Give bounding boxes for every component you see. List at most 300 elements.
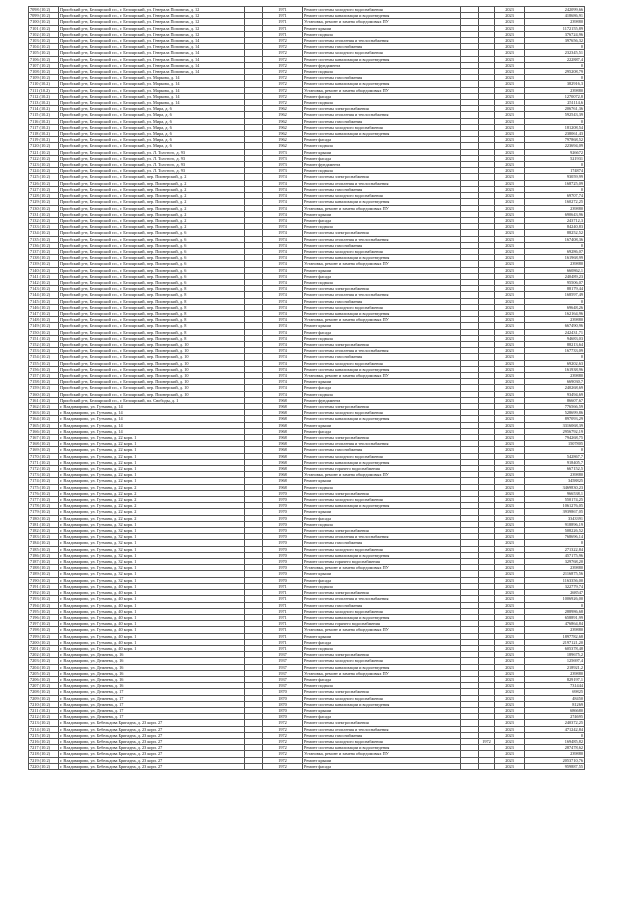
- row-id-cell: 7190 (10.2): [29, 577, 59, 583]
- work-type-cell: Ремонт подвала: [303, 583, 461, 589]
- cost-cell: 0: [525, 75, 585, 81]
- cost-cell: 471242,84: [525, 726, 585, 732]
- address-cell: г. Владимирово, ул. Бебельдова Бригадна, д. 23 корп. 27: [59, 745, 245, 751]
- address-cell: Приобский р-н, Белоярский г.п., г. Белоярский, пер. Пионерский, д. 8: [59, 329, 245, 335]
- plan-year-cell: 2023: [495, 565, 525, 571]
- cost-cell: 2956792,19: [525, 428, 585, 434]
- row-id-cell: 7180 (10.2): [29, 515, 59, 521]
- plan-year-cell: 2023: [495, 745, 525, 751]
- work-type-cell: Ремонт фундамента: [303, 162, 461, 168]
- cost-cell: 731444: [525, 683, 585, 689]
- cost-cell: 376724,96: [525, 31, 585, 37]
- row-id-cell: 7192 (10.2): [29, 590, 59, 596]
- row-id-cell: 7144 (10.2): [29, 292, 59, 298]
- row-id-cell: 7185 (10.2): [29, 546, 59, 552]
- build-year-cell: 1972: [263, 732, 303, 738]
- work-type-cell: Ремонт фасада: [303, 155, 461, 161]
- work-type-cell: Ремонт системы электроснабжения: [303, 404, 461, 410]
- row-id-cell: 7150 (10.2): [29, 329, 59, 335]
- build-year-cell: 1968: [263, 453, 303, 459]
- build-year-cell: 1962: [263, 106, 303, 112]
- work-type-cell: Ремонт системы электроснабжения: [303, 286, 461, 292]
- plan-year-cell: 2023: [495, 348, 525, 354]
- build-year-cell: 1968: [263, 404, 303, 410]
- work-type-cell: Ремонт системы холодного водоснабжения: [303, 304, 461, 310]
- address-cell: г. Владимирово, ул. Гутмана, д. 22 корп. 1: [59, 441, 245, 447]
- row-id-cell: 7153 (10.2): [29, 348, 59, 354]
- build-year-cell: 1974: [263, 341, 303, 347]
- row-id-cell: 7111 (10.2): [29, 87, 59, 93]
- plan-year-cell: 2023: [495, 224, 525, 230]
- address-cell: Приобский р-н, Белоярский г.п., г. Белоярский, ул. Генерала Поповича, д. 12: [59, 13, 245, 19]
- row-id-cell: 7141 (10.2): [29, 273, 59, 279]
- address-cell: Приобский р-н, Белоярский г.п., г. Белоярский, пер. Пионерский, д. 2: [59, 211, 245, 217]
- cost-cell: 0: [525, 44, 585, 50]
- row-id-cell: 7100 (10.2): [29, 19, 59, 25]
- work-type-cell: Ремонт системы холодного водоснабжения: [303, 546, 461, 552]
- build-year-cell: 1970: [263, 497, 303, 503]
- address-cell: Приобский р-н, Белоярский г.п., г. Белоярский, ул. Маркова, д. 14: [59, 93, 245, 99]
- work-type-cell: Установка, ремонт и замена общедомовых ПУ: [303, 751, 461, 757]
- cost-cell: 167408,36: [525, 236, 585, 242]
- work-type-cell: Ремонт подвала: [303, 69, 461, 75]
- plan-year-cell: 2023: [495, 168, 525, 174]
- build-year-cell: 1962: [263, 131, 303, 137]
- work-type-cell: Ремонт системы газоснабжения: [303, 44, 461, 50]
- cost-cell: 222887,4: [525, 56, 585, 62]
- plan-year-cell: 2023: [495, 726, 525, 732]
- plan-year-cell: 2023: [495, 664, 525, 670]
- build-year-cell: 1974: [263, 317, 303, 323]
- build-year-cell: 1972: [263, 75, 303, 81]
- address-cell: г. Владимирово, ул. Гутмана, д. 40 корп. 1: [59, 621, 245, 627]
- cost-cell: 239880: [525, 205, 585, 211]
- build-year-cell: 1962: [263, 112, 303, 118]
- row-id-cell: 7119 (10.2): [29, 137, 59, 143]
- address-cell: Приобский р-н, Белоярский г.п., г. Белоярский, пер. Пионерский, д. 10: [59, 348, 245, 354]
- address-cell: Приобский р-н, Белоярский г.п., г. Белоярский, ул. Л. Толстого, д. 93: [59, 168, 245, 174]
- row-id-cell: 7128 (10.2): [29, 193, 59, 199]
- address-cell: г. Владимирово, ул. Дежнева, д. 17: [59, 695, 245, 701]
- cost-cell: 966538,1: [525, 490, 585, 496]
- row-id-cell: 7208 (10.2): [29, 689, 59, 695]
- row-id-cell: 7145 (10.2): [29, 298, 59, 304]
- build-year-cell: 1962: [263, 118, 303, 124]
- address-cell: Приобский р-н, Белоярский г.п., г. Белоярский, пер. Пионерский, д. 2: [59, 199, 245, 205]
- work-type-cell: Ремонт системы газоснабжения: [303, 354, 461, 360]
- address-cell: г. Владимирово, ул. Бебельдова Бригадна, д. 23 корп. 27: [59, 751, 245, 757]
- work-type-cell: Ремонт системы горячего водоснабжения: [303, 559, 461, 565]
- work-type-cell: Ремонт крыши: [303, 707, 461, 713]
- row-id-cell: 7198 (10.2): [29, 627, 59, 633]
- work-type-cell: Ремонт фасада: [303, 763, 461, 769]
- plan-year-cell: 2023: [495, 230, 525, 236]
- build-year-cell: 1970: [263, 546, 303, 552]
- cost-cell: 660862,1: [525, 267, 585, 273]
- cost-cell: 271322,84: [525, 546, 585, 552]
- row-id-cell: 7106 (10.2): [29, 56, 59, 62]
- address-cell: Приобский р-н, Белоярский г.п., г. Белоярский, пер. Пионерский, д. 10: [59, 341, 245, 347]
- build-year-cell: 1972: [263, 93, 303, 99]
- work-type-cell: Ремонт фасада: [303, 217, 461, 223]
- work-type-cell: Ремонт подвала: [303, 279, 461, 285]
- cost-cell: 240372,25: [525, 720, 585, 726]
- build-year-cell: 1970: [263, 503, 303, 509]
- plan-year-cell: 2023: [495, 341, 525, 347]
- row-id-cell: 7154 (10.2): [29, 354, 59, 360]
- build-year-cell: 1968: [263, 441, 303, 447]
- work-type-cell: Ремонт системы канализации и водоотведения: [303, 552, 461, 558]
- row-id-cell: 7206 (10.2): [29, 676, 59, 682]
- row-id-cell: 7148 (10.2): [29, 317, 59, 323]
- build-year-cell: 1974: [263, 211, 303, 217]
- plan-year-cell: 2023: [495, 540, 525, 546]
- build-year-cell: 1971: [263, 25, 303, 31]
- work-type-cell: Ремонт системы газоснабжения: [303, 75, 461, 81]
- cost-cell: 223694,09: [525, 143, 585, 149]
- work-type-cell: Ремонт системы электроснабжения: [303, 652, 461, 658]
- row-id-cell: 7191 (10.2): [29, 583, 59, 589]
- address-cell: г. Владимирово, ул. Гутмана, д. 22 корп. 1: [59, 435, 245, 441]
- work-type-cell: Ремонт системы электроснабжения: [303, 435, 461, 441]
- row-id-cell: 7178 (10.2): [29, 503, 59, 509]
- row-id-cell: 7171 (10.2): [29, 459, 59, 465]
- plan-year-cell: 2023: [495, 236, 525, 242]
- plan-year-cell: 2023: [495, 428, 525, 434]
- work-type-cell: Ремонт системы электроснабжения: [303, 341, 461, 347]
- work-type-cell: Ремонт системы канализации и водоотведения: [303, 459, 461, 465]
- row-id-cell: 7102 (10.2): [29, 31, 59, 37]
- plan-year-cell: 2023: [495, 118, 525, 124]
- address-cell: Приобский р-н, Белоярский г.п., г. Белоярский, ул. Генерала Поповича, д. 12: [59, 25, 245, 31]
- work-type-cell: Ремонт крыши: [303, 509, 461, 515]
- address-cell: Приобский р-н, Белоярский г.п., г. Белоярский, пер. Пионерский, д. 10: [59, 379, 245, 385]
- build-year-cell: 1974: [263, 193, 303, 199]
- work-type-cell: Ремонт фасада: [303, 93, 461, 99]
- address-cell: Приобский р-н, Белоярский г.п., г. Белоярский, пер. Пионерский, д. 6: [59, 236, 245, 242]
- row-id-cell: 7142 (10.2): [29, 279, 59, 285]
- row-id-cell: 7155 (10.2): [29, 360, 59, 366]
- address-cell: г. Владимирово, ул. Гутмана, д. 14: [59, 416, 245, 422]
- plan-year-cell: 2023: [495, 416, 525, 422]
- build-year-cell: 1970: [263, 577, 303, 583]
- plan-year-cell: 2023: [495, 205, 525, 211]
- build-year-cell: 1937: [263, 683, 303, 689]
- cost-cell: 239880: [525, 372, 585, 378]
- cost-cell: 550174,25: [525, 497, 585, 503]
- address-cell: Приобский р-н, Белоярский г.п., г. Белоярский, пер. Пионерский, д. 6: [59, 255, 245, 261]
- build-year-cell: 1968: [263, 478, 303, 484]
- cost-cell: 239880: [525, 317, 585, 323]
- build-year-cell: 1971: [263, 608, 303, 614]
- cost-cell: 926672: [525, 149, 585, 155]
- row-id-cell: 7157 (10.2): [29, 372, 59, 378]
- work-type-cell: Установка, ремонт и замена общедомовых ПУ: [303, 472, 461, 478]
- plan-year-cell: 2023: [495, 62, 525, 68]
- cost-cell: 288986,68: [525, 608, 585, 614]
- plan-year-cell: 2023: [495, 391, 525, 397]
- plan-year-cell: 2023: [495, 162, 525, 168]
- build-year-cell: 1974: [263, 335, 303, 341]
- address-cell: Приобский р-н, Белоярский г.п., г. Белоярский, пер. Пионерский, д. 6: [59, 267, 245, 273]
- row-id-cell: 7212 (10.2): [29, 714, 59, 720]
- build-year-cell: 1974: [263, 372, 303, 378]
- work-type-cell: Ремонт системы электроснабжения: [303, 590, 461, 596]
- cost-cell: 287478,62: [525, 745, 585, 751]
- plan-year-cell: 2023: [495, 521, 525, 527]
- row-id-cell: 7197 (10.2): [29, 621, 59, 627]
- work-type-cell: Ремонт системы холодного водоснабжения: [303, 695, 461, 701]
- build-year-cell: 1970: [263, 540, 303, 546]
- address-cell: г. Владимирово, ул. Гутмана, д. 32 корп. 1: [59, 546, 245, 552]
- plan-year-cell: 2023: [495, 267, 525, 273]
- row-id-cell: 7143 (10.2): [29, 286, 59, 292]
- plan-year-cell: 2023: [495, 676, 525, 682]
- cost-cell: 295208,79: [525, 69, 585, 75]
- row-id-cell: 7110 (10.2): [29, 81, 59, 87]
- cost-cell: 88213,64: [525, 341, 585, 347]
- cost-cell: 897093,29: [525, 416, 585, 422]
- work-type-cell: Ремонт фасада: [303, 273, 461, 279]
- address-cell: г. Владимирово, ул. Гутмана, д. 40 корп. 1: [59, 596, 245, 602]
- work-type-cell: Ремонт крыши: [303, 571, 461, 577]
- address-cell: Приобский р-н, Белоярский г.п., г. Белоярский, ул. Мира, д. 6: [59, 112, 245, 118]
- build-year-cell: 1972: [263, 62, 303, 68]
- plan-year-cell: 2023: [495, 248, 525, 254]
- work-type-cell: Ремонт крыши: [303, 633, 461, 639]
- plan-year-cell: 2023: [495, 534, 525, 540]
- work-type-cell: Ремонт системы газоснабжения: [303, 540, 461, 546]
- work-type-cell: Ремонт подвала: [303, 31, 461, 37]
- cost-cell: 3343391: [525, 515, 585, 521]
- work-type-cell: Ремонт фундамента: [303, 62, 461, 68]
- plan-year-cell: 2023: [495, 633, 525, 639]
- build-year-cell: 1972: [263, 738, 303, 744]
- plan-year-cell: 2023: [495, 478, 525, 484]
- address-cell: Приобский р-н, Белоярский г.п., г. Белоярский, ул. Л. Толстого, д. 93: [59, 149, 245, 155]
- plan-year-cell: 2023: [495, 379, 525, 385]
- row-id-cell: 7215 (10.2): [29, 732, 59, 738]
- work-type-cell: Ремонт фасада: [303, 639, 461, 645]
- address-cell: г. Владимирово, ул. Гутмана, д. 32 корп. 1: [59, 565, 245, 571]
- plan-year-cell: 2023: [495, 639, 525, 645]
- spacer-cell: [245, 763, 263, 769]
- cost-cell: 239880: [525, 627, 585, 633]
- row-id-cell: 7156 (10.2): [29, 366, 59, 372]
- address-cell: г. Владимирово, ул. Дежнева, д. 17: [59, 707, 245, 713]
- build-year-cell: 1968: [263, 466, 303, 472]
- row-id-cell: 7166 (10.2): [29, 428, 59, 434]
- build-year-cell: 1971: [263, 583, 303, 589]
- plan-year-cell: 2023: [495, 7, 525, 13]
- address-cell: г. Владимирово, ул. Гутмана, д. 40 корп. 1: [59, 590, 245, 596]
- build-year-cell: 1870: [263, 707, 303, 713]
- capital-repair-register-table: [28, 6, 585, 770]
- plan-year-cell: 2023: [495, 180, 525, 186]
- plan-year-cell: 2023: [495, 329, 525, 335]
- row-id-cell: 7169 (10.2): [29, 447, 59, 453]
- cost-cell: 3458825: [525, 478, 585, 484]
- work-type-cell: Установка, ремонт и замена общедомовых ПУ: [303, 317, 461, 323]
- plan-year-cell: 2023: [495, 286, 525, 292]
- row-id-cell: 7172 (10.2): [29, 466, 59, 472]
- address-cell: г. Владимирово, ул. Гутмана, д. 22 корп. 2: [59, 509, 245, 515]
- build-year-cell: 1972: [263, 87, 303, 93]
- address-cell: г. Владимирово, ул. Гутмана, д. 40 корп. 1: [59, 639, 245, 645]
- row-id-cell: 7136 (10.2): [29, 242, 59, 248]
- address-cell: Приобский р-н, Белоярский г.п., г. Белоярский, пер. Пионерский, д. 10: [59, 385, 245, 391]
- row-id-cell: 7124 (10.2): [29, 168, 59, 174]
- build-year-cell: 1974: [263, 366, 303, 372]
- work-type-cell: Ремонт крыши: [303, 149, 461, 155]
- plan-year-cell: 2023: [495, 689, 525, 695]
- work-type-cell: Ремонт системы холодного водоснабжения: [303, 193, 461, 199]
- work-type-cell: Ремонт системы канализации и водоотведения: [303, 255, 461, 261]
- address-cell: Приобский р-н, Белоярский г.п., г. Белоярский, ул. Маркова, д. 14: [59, 81, 245, 87]
- address-cell: г. Владимирово, ул. Гутмана, д. 40 корп. 1: [59, 602, 245, 608]
- row-id-cell: 7214 (10.2): [29, 726, 59, 732]
- address-cell: г. Владимирово, ул. Бебельдова Бригадна, д. 23 корп. 27: [59, 726, 245, 732]
- cost-cell: 69707,74: [525, 193, 585, 199]
- build-year-cell: 1974: [263, 323, 303, 329]
- plan-year-cell: 2023: [495, 497, 525, 503]
- cost-cell: 0: [525, 447, 585, 453]
- cost-cell: 528699,86: [525, 410, 585, 416]
- cost-cell: 81269: [525, 701, 585, 707]
- row-id-cell: 7217 (10.2): [29, 745, 59, 751]
- build-year-cell: 1972: [263, 757, 303, 763]
- cost-cell: 162164,96: [525, 310, 585, 316]
- row-id-cell: 7138 (10.2): [29, 255, 59, 261]
- plan-year-cell: 2023: [495, 738, 525, 744]
- plan-year-cell: 2023: [495, 354, 525, 360]
- row-id-cell: 7112 (10.2): [29, 93, 59, 99]
- plan-year-cell: 2023: [495, 509, 525, 515]
- row-id-cell: 7176 (10.2): [29, 490, 59, 496]
- address-cell: г. Владимирово, ул. Дежнева, д. 16: [59, 683, 245, 689]
- plan-year-cell: 2023: [495, 453, 525, 459]
- address-cell: Приобский р-н, Белоярский г.п., г. Белоярский, ул. Мира, д. 6: [59, 106, 245, 112]
- plan-year-cell: 2023: [495, 372, 525, 378]
- address-cell: Приобский р-н, Белоярский г.п., г. Белоярский, пер. Пионерский, д. 10: [59, 354, 245, 360]
- work-type-cell: Ремонт системы отопления и теплоснабжения: [303, 596, 461, 602]
- row-id-cell: 7127 (10.2): [29, 186, 59, 192]
- plan-year-cell: 2023: [495, 397, 525, 403]
- cost-cell: 168597,49: [525, 292, 585, 298]
- plan-year-cell: 2023: [495, 143, 525, 149]
- row-id-cell: 7137 (10.2): [29, 248, 59, 254]
- cost-cell: 605378,48: [525, 645, 585, 651]
- row-id-cell: 7179 (10.2): [29, 509, 59, 515]
- row-id-cell: 7210 (10.2): [29, 701, 59, 707]
- build-year-cell: 1968: [263, 422, 303, 428]
- row-id-cell: 7205 (10.2): [29, 670, 59, 676]
- plan-year-cell: 2023: [495, 658, 525, 664]
- cost-cell: 86607,67: [525, 397, 585, 403]
- cost-cell: 206761,36: [525, 106, 585, 112]
- row-id-cell: 7220 (10.2): [29, 763, 59, 769]
- cost-cell: 1897782,68: [525, 633, 585, 639]
- work-type-cell: Ремонт системы отопления и теплоснабжения: [303, 236, 461, 242]
- build-year-cell: 1937: [263, 658, 303, 664]
- address-cell: г. Владимирово, ул. Гутмана, д. 40 корп. 1: [59, 583, 245, 589]
- plan-year-cell: 2023: [495, 149, 525, 155]
- row-id-cell: 7211 (10.2): [29, 707, 59, 713]
- build-year-cell: 1974: [263, 385, 303, 391]
- cost-cell: 658891,99: [525, 614, 585, 620]
- build-year-cell: 1870: [263, 695, 303, 701]
- cost-cell: 69202,63: [525, 360, 585, 366]
- extra-cell: 1972: [479, 738, 495, 744]
- work-type-cell: Ремонт системы холодного водоснабжения: [303, 410, 461, 416]
- row-id-cell: 7159 (10.2): [29, 385, 59, 391]
- cost-cell: 667490,96: [525, 323, 585, 329]
- row-id-cell: 7114 (10.2): [29, 106, 59, 112]
- build-year-cell: 1968: [263, 410, 303, 416]
- plan-year-cell: 2023: [495, 81, 525, 87]
- plan-year-cell: 2023: [495, 707, 525, 713]
- work-type-cell: Ремонт системы канализации и водоотведения: [303, 56, 461, 62]
- plan-year-cell: 2023: [495, 602, 525, 608]
- address-cell: г. Владимирово, ул. Гутмана, д. 22 корп. 2: [59, 490, 245, 496]
- address-cell: г. Владимирово, ул. Дежнева, д. 17: [59, 689, 245, 695]
- cost-cell: 242431,71: [525, 329, 585, 335]
- build-year-cell: 1974: [263, 261, 303, 267]
- cost-cell: 242099,66: [525, 7, 585, 13]
- work-type-cell: Ремонт крыши: [303, 267, 461, 273]
- address-cell: г. Владимирово, ул. Гутмана, д. 22 корп. 2: [59, 515, 245, 521]
- cost-cell: 93494,69: [525, 391, 585, 397]
- row-id-cell: 7167 (10.2): [29, 435, 59, 441]
- plan-year-cell: 2023: [495, 695, 525, 701]
- cost-cell: 829197,1: [525, 676, 585, 682]
- cost-cell: 88179,44: [525, 286, 585, 292]
- plan-year-cell: 2023: [495, 484, 525, 490]
- cost-cell: 1061276,05: [525, 503, 585, 509]
- work-type-cell: Ремонт подвала: [303, 683, 461, 689]
- address-cell: Приобский р-н, Белоярский г.п., г. Белоярский, ул. Л. Толстого, д. 93: [59, 162, 245, 168]
- plan-year-cell: 2023: [495, 193, 525, 199]
- build-year-cell: 1974: [263, 255, 303, 261]
- build-year-cell: 1870: [263, 701, 303, 707]
- address-cell: Приобский р-н, Белоярский г.п., г. Белоярский, ул. Генерала Поповича, д. 12: [59, 31, 245, 37]
- build-year-cell: 1972: [263, 44, 303, 50]
- build-year-cell: 1937: [263, 652, 303, 658]
- plan-year-cell: 2023: [495, 447, 525, 453]
- cost-cell: 69648,26: [525, 304, 585, 310]
- cost-cell: 161968,99: [525, 255, 585, 261]
- row-id-cell: 7201 (10.2): [29, 645, 59, 651]
- build-year-cell: 1974: [263, 286, 303, 292]
- build-year-cell: 1962: [263, 124, 303, 130]
- cost-cell: 69825: [525, 689, 585, 695]
- address-cell: Приобский р-н, Белоярский г.п., г. Белоярский, пер. Пионерский, д. 10: [59, 366, 245, 372]
- address-cell: г. Владимирово, ул. Дежнева, д. 17: [59, 701, 245, 707]
- plan-year-cell: 2023: [495, 627, 525, 633]
- build-year-cell: 1974: [263, 379, 303, 385]
- row-id-cell: 7189 (10.2): [29, 571, 59, 577]
- work-type-cell: Ремонт системы электроснабжения: [303, 689, 461, 695]
- build-year-cell: 1972: [263, 100, 303, 106]
- plan-year-cell: 2023: [495, 112, 525, 118]
- work-type-cell: Установка, ремонт и замена общедомовых ПУ: [303, 372, 461, 378]
- cost-cell: 239880: [525, 261, 585, 267]
- plan-year-cell: 2023: [495, 199, 525, 205]
- build-year-cell: 1971: [263, 602, 303, 608]
- plan-year-cell: 2023: [495, 714, 525, 720]
- cost-cell: 669030,7: [525, 379, 585, 385]
- row-id-cell: 7123 (10.2): [29, 162, 59, 168]
